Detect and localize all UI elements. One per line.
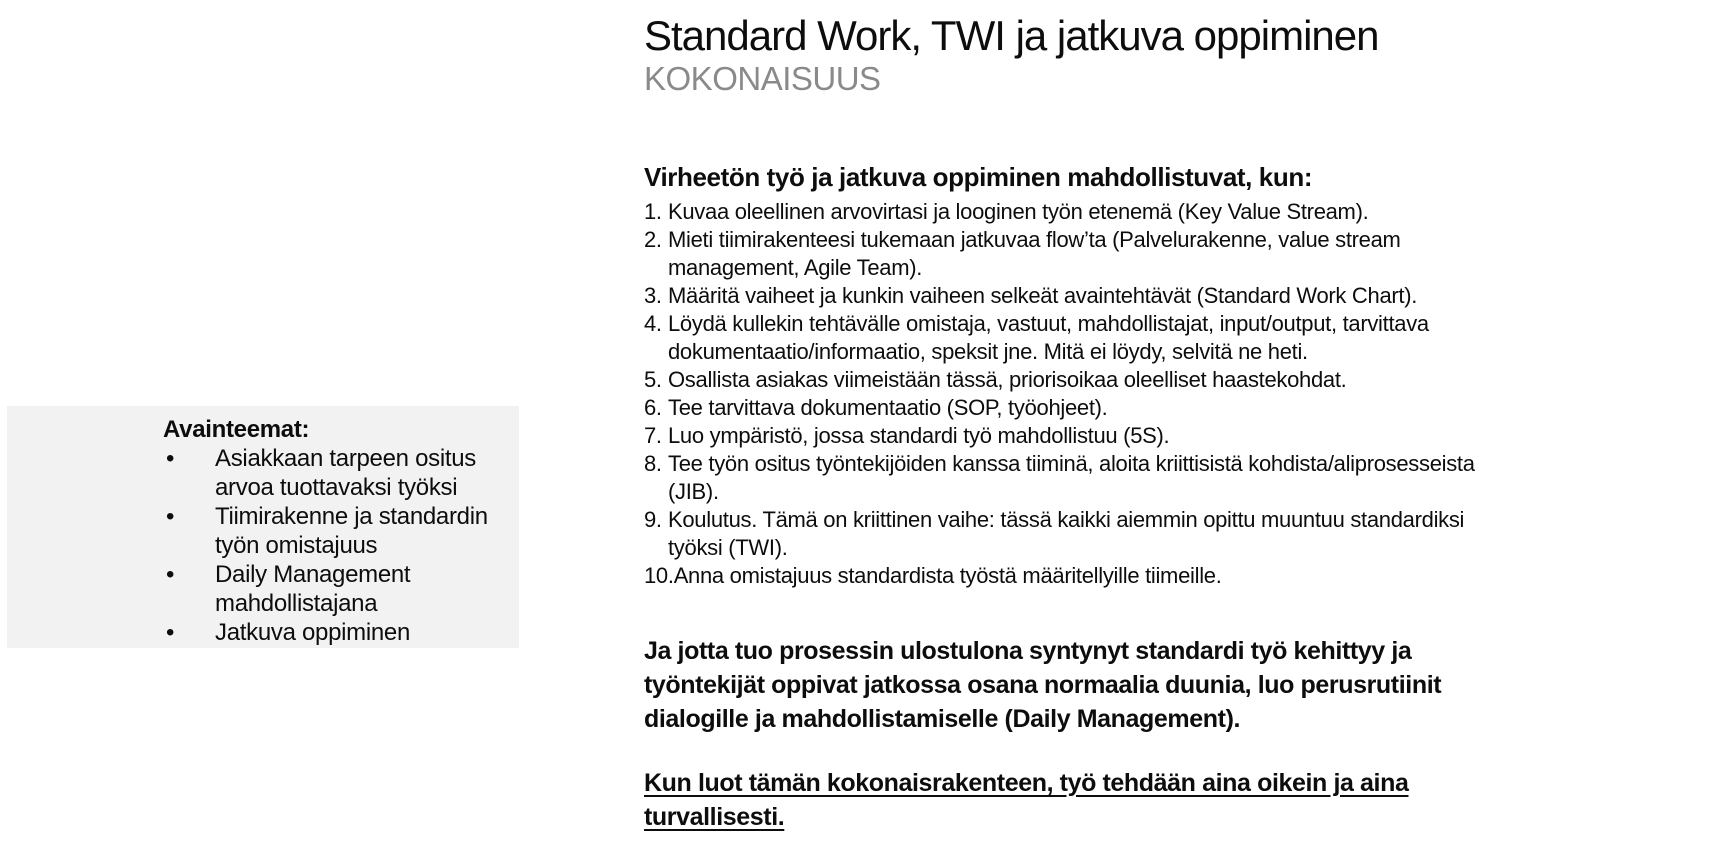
bullet-glyph: •: [166, 561, 175, 588]
step-text: Löydä kullekin tehtävälle omistaja, vastuut, mahdollistajat, input/output, tarvittava dokumentaatio/informaatio, speksit jne. Mitä ei löydy, selvitä ne heti.: [668, 311, 1429, 364]
bullet-glyph: •: [166, 619, 175, 646]
step-item: [644, 366, 1524, 394]
theme-list-item: [163, 618, 511, 647]
step-item: [644, 226, 1524, 282]
step-text: Osallista asiakas viimeistään tässä, priorisoikaa oleelliset haastekohdat.: [668, 367, 1347, 392]
key-themes-heading: Avainteemat:: [163, 416, 310, 443]
theme-item-text: Daily Management mahdollistajana: [215, 561, 411, 617]
theme-list-item: [163, 502, 511, 560]
step-item: [644, 198, 1524, 226]
main-content: [644, 12, 1524, 834]
step-item: [644, 422, 1524, 450]
step-number: 2.: [644, 227, 662, 252]
step-item: [644, 310, 1524, 366]
step-text: Määritä vaiheet ja kunkin vaiheen selkeät avaintehtävät (Standard Work Chart).: [668, 283, 1418, 308]
step-number: 4.: [644, 311, 662, 336]
step-item: [644, 450, 1524, 506]
body-heading: Virheetön työ ja jatkuva oppiminen mahdollistuvat, kun:: [644, 162, 1313, 192]
step-number: 3.: [644, 283, 662, 308]
key-themes-content: [163, 415, 511, 647]
step-item: [644, 506, 1524, 562]
step-text: Anna omistajuus standardista työstä määritellyille tiimeille.: [673, 563, 1222, 588]
step-number: 5.: [644, 367, 662, 392]
theme-item-text: Asiakkaan tarpeen ositus arvoa tuottavaksi työksi: [215, 445, 476, 501]
steps-list: [644, 198, 1524, 590]
slide-subtitle: KOKONAISUUS: [644, 60, 881, 97]
step-item: [644, 282, 1524, 310]
theme-item-text: Tiimirakenne ja standardin työn omistajuus: [215, 503, 488, 559]
step-number: 6.: [644, 395, 662, 420]
step-text: Tee työn ositus työntekijöiden kanssa tiiminä, aloita kriittisistä kohdista/aliprosesseista (JIB).: [668, 451, 1475, 504]
theme-list-item: [163, 560, 511, 618]
summary-paragraph: Ja jotta tuo prosessin ulostulona syntynyt standardi työ kehittyy ja työntekijät oppivat jatkossa osana normaalia duunia, luo perusrutiinit dialogille ja mahdollistamiselle (Daily Management).: [644, 637, 1442, 733]
step-number: 8.: [644, 451, 662, 476]
conclusion-paragraph: Kun luot tämän kokonaisrakenteen, työ tehdään aina oikein ja aina turvallisesti.: [644, 769, 1409, 831]
step-text: Mieti tiimirakenteesi tukemaan jatkuvaa flow’ta (Palvelurakenne, value stream management, Agile Team).: [668, 227, 1401, 280]
step-number: 1.: [644, 199, 662, 224]
bullet-glyph: •: [166, 445, 175, 472]
step-number: 7.: [644, 423, 662, 448]
step-number: 9.: [644, 507, 662, 532]
key-themes-box: [7, 406, 519, 648]
step-text: Luo ympäristö, jossa standardi työ mahdollistuu (5S).: [668, 423, 1170, 448]
step-number: 10.: [644, 563, 674, 588]
theme-item-text: Jatkuva oppiminen: [215, 619, 411, 646]
bullet-glyph: •: [166, 503, 175, 530]
key-themes-list: [163, 444, 511, 647]
step-text: Tee tarvittava dokumentaatio (SOP, työohjeet).: [668, 395, 1108, 420]
step-text: Koulutus. Tämä on kriittinen vaihe: tässä kaikki aiemmin opittu muuntuu standardiksi työksi (TWI).: [668, 507, 1465, 560]
slide-title: Standard Work, TWI ja jatkuva oppiminen: [644, 12, 1379, 59]
step-item: [644, 562, 1524, 590]
step-text: Kuvaa oleellinen arvovirtasi ja looginen työn etenemä (Key Value Stream).: [668, 199, 1369, 224]
theme-list-item: [163, 444, 511, 502]
step-item: [644, 394, 1524, 422]
